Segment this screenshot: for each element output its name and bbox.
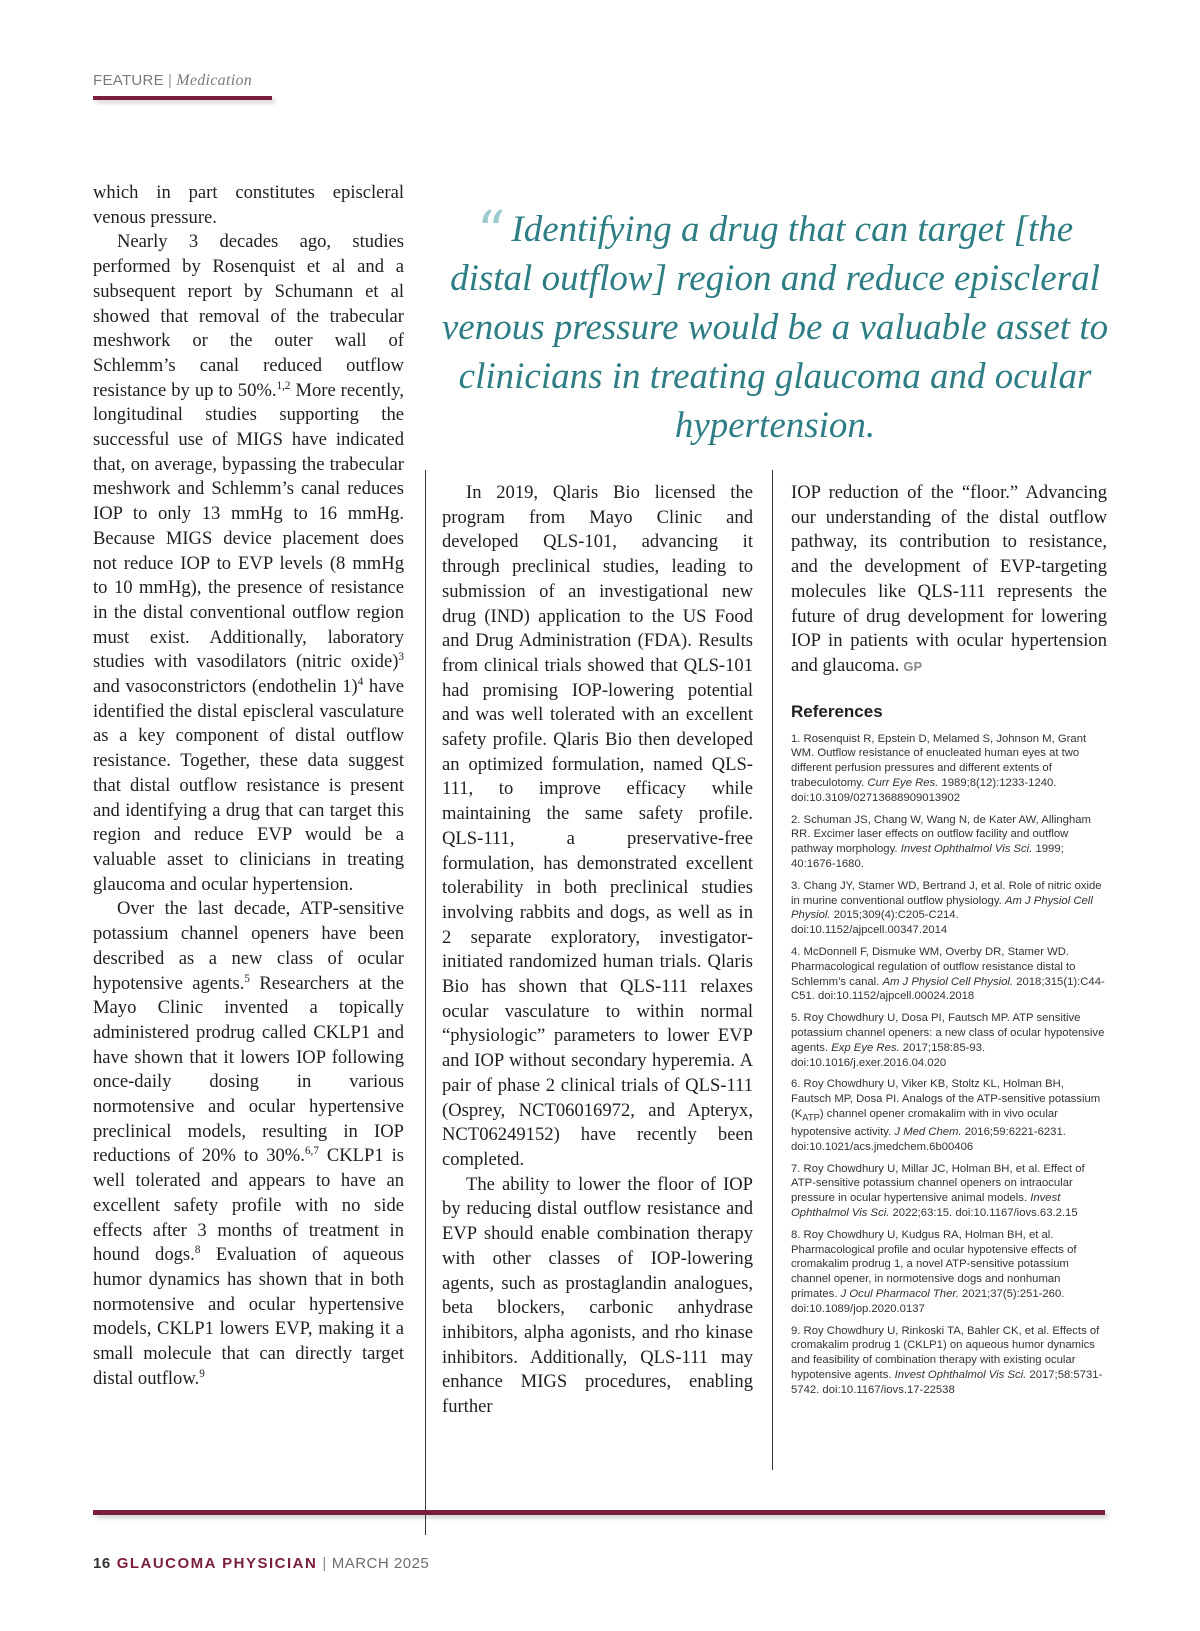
journal-title: Am J Physiol Cell Physiol. [791,894,1093,922]
body-paragraph [442,481,753,1173]
text-run: Researchers at the Mayo Clinic invented a topically administered prodrug called CKLP1 and have shown that it lowers IOP following once-daily dosing in various normotensive and ocular hypertensive preclinical models, resulting in IOP reductions of 20% to 30%. [93,972,404,1167]
column-1 [93,181,404,1391]
citation-superscript: 8 [194,1244,201,1257]
pull-quote [440,200,1110,450]
text-run: In 2019, Qlaris Bio licensed the program from Mayo Clinic and developed QLS-101, advancing it through preclinical studies, leading to submission of an investigational new drug (IND) application to the US Food and Drug Administration (FDA). Results from clinical trials showed that QLS-101 had promising IOP-lowering potential and was well tolerated with an excellent safety profile. Qlaris Bio then developed an optimized formulation, named QLS-111, to improve efficacy while maintaining the same safety profile. QLS-111, a preservative-free formulation, has demonstrated excellent tolerability in both preclinical studies involving rabbits and dogs, as well as in 2 separate exploratory, investigator-initiated randomized human trials. Qlaris Bio has shown that QLS-111 relaxes ocular vasculature to within normal “physiologic” parameters to lower EVP and IOP without secondary hyperemia. A pair of phase 2 clinical trials of QLS-111 (Osprey, NCT06016972, and Apteryx, NCT06249152) have recently been completed. [442,482,753,1170]
text-run: 9. Roy Chowdhury U, Rinkoski TA, Bahler CK, et al. Effects of cromakalim prodrug 1 (CKLP1) on aqueous humor dynamics and feasibility of combination therapy with existing ocular hypotensive agents. [791,1324,1100,1381]
citation-superscript: 4 [357,675,364,688]
text-run: 2022;63:15. doi:10.1167/iovs.63.2.15 [889,1206,1078,1219]
text-run: Nearly 3 decades ago, studies performed by Rosenquist et al and a subsequent report by Schumann et al showed that removal of the trabecular meshwork or the outer wall of Schlemm’s canal reduced outflow resistance by up to 50%. [93,231,404,401]
body-paragraph [442,1173,753,1420]
text-run: 3. Chang JY, Stamer WD, Bertrand J, et al. Role of nitric oxide in murine conventional outflow physiology. [791,879,1102,907]
reference-item [791,1162,1107,1221]
text-run: 2021;37(5):251-260. doi:10.1089/jop.2020.0137 [791,1287,1065,1315]
column-3-paragraph [791,481,1107,680]
journal-title: J Ocul Pharmacol Ther. [840,1287,959,1300]
header-section: FEATURE [93,72,164,89]
reference-item [791,1324,1107,1398]
column-2 [442,481,753,1420]
column-3 [791,481,1107,1405]
body-paragraph [93,230,404,897]
body-paragraph [93,897,404,1391]
journal-title: J Med Chem. [894,1126,962,1138]
column-divider-2 [772,470,773,1470]
citation-superscript: 6,7 [304,1145,319,1158]
body-paragraph [93,181,404,230]
quote-mark-icon: “ [476,200,506,265]
text-run: 5. Roy Chowdhury U, Dosa PI, Fautsch MP. ATP sensitive potassium channel openers: a new class of ocular hypotensive agents. [791,1012,1105,1054]
text-run: 2017;58:5731-5742. doi:10.1167/iovs.17-22538 [791,1368,1103,1396]
header-subsection: Medication [176,72,253,89]
text-run: CKLP1 is well tolerated and appears to have an excellent safety profile with no side effects after 3 months of treatment in hound dogs. [93,1145,404,1266]
text-run: 2016;59:6221-6231. doi:10.1021/acs.jmedchem.6b00406 [791,1126,1066,1153]
text-run: 1999; 40:1676-1680. [791,843,1064,870]
text-run: have identified the distal episcleral vasculature as a key component of distal outflow resistance. Together, these data suggest that distal outflow resistance is present and identifying a drug that can target this region and reduce EVP would be a valuable asset to clinicians in treating glaucoma and ocular hypertension. [93,676,404,895]
footer-rule [93,1510,1105,1515]
citation-superscript: 9 [199,1367,205,1380]
footer-separator: | [322,1555,327,1572]
reference-item [791,1011,1107,1070]
reference-item [791,945,1107,1004]
reference-item [791,1077,1107,1154]
column-3-text: IOP reduction of the “floor.” Advancing our understanding of the distal outflow pathway, its contribution to resistance, and the development of EVP-targeting molecules like QLS-111 represents the future of drug development for lowering IOP in patients with ocular hypertension and glaucoma. [791,482,1107,676]
end-mark: GP [903,658,923,674]
page-number: 16 [93,1555,111,1572]
journal-title: Exp Eye Res. [831,1041,900,1054]
header-rule [93,96,272,100]
text-run: 6. Roy Chowdhury U, Viker KB, Stoltz KL, Holman BH, Fautsch MP, Dosa PI. Analogs of the ATP-sensitive potassium (K [791,1078,1101,1120]
reference-item [791,879,1107,938]
pull-quote-text: Identifying a drug that can target [the distal outflow] region and reduce episcleral venous pressure would be a valuable asset to clinicians in treating glaucoma and ocular hypertension. [441,209,1109,446]
references-list [791,732,1107,1398]
header-separator: | [168,72,173,89]
subscript: ATP [802,1111,820,1123]
text-run: 2018;315(1):C44-C51. doi:10.1152/ajpcell.00024.2018 [791,975,1105,1003]
references-heading: References [791,701,883,721]
text-run: 4. McDonnell F, Dismuke WM, Overby DR, Stamer WD. Pharmacological regulation of outflow resistance distal to Schlemm’s canal. [791,945,1076,988]
journal-title: Am J Physiol Cell Physiol. [882,975,1014,988]
page-footer [93,1555,429,1572]
reference-item [791,813,1107,872]
text-run: and vasoconstrictors (endothelin 1) [93,676,358,698]
journal-title: Invest Ophthalmol Vis Sci. [900,843,1033,856]
journal-title: Curr Eye Res. [867,777,939,790]
reference-item [791,732,1107,806]
text-run: 1. Rosenquist R, Epstein D, Melamed S, Johnson M, Grant WM. Outflow resistance of enucleated human eyes at two different perfusion pressures and different extents of trabeculotomy. [791,732,1087,790]
text-run: Over the last decade, ATP-sensitive potassium channel openers have been described as a new class of ocular hypotensive agents. [93,898,404,994]
journal-title: Invest Ophthalmol Vis Sci. [791,1192,1061,1219]
text-run: 2017;158:85-93. doi:10.1016/j.exer.2016.04.020 [791,1041,986,1069]
text-run: 2. Schuman JS, Chang W, Wang N, de Kater AW, Allingham RR. Excimer laser effects on outflow facility and outflow pathway morphology. [791,813,1091,856]
text-run: which in part constitutes episcleral venous pressure. [93,182,404,228]
text-run: 8. Roy Chowdhury U, Kudgus RA, Holman BH, et al. Pharmacological profile and ocular hypotensive effects of cromakalim prodrug 1, a novel ATP-sensitive potassium channel opener, in normotensive dogs and nonhuman primates. [791,1228,1077,1300]
text-run: More recently, longitudinal studies supporting the successful use of MIGS have indicated that, on average, bypassing the trabecular meshwork and Schlemm’s canal reduces IOP to only 13 mmHg to 16 mmHg. Because MIGS device placement does not reduce IOP to EVP levels (8 mmHg to 10 mmHg), the presence of resistance in the distal conventional outflow region must exist. Additionally, laboratory studies with vasodilators (nitric oxide) [93,379,404,673]
reference-item [791,1228,1107,1317]
column-divider-1 [425,470,426,1535]
text-run: 7. Roy Chowdhury U, Millar JC, Holman BH, et al. Effect of ATP-sensitive potassium channel openers on intraocular pressure in ocular hypertensive animal models. [791,1162,1085,1205]
text-run: 1989;8(12):1233-1240. doi:10.3109/02713688909013902 [791,777,1057,804]
text-run: 2015;309(4):C205-C214. doi:10.1152/ajpcell.00347.2014 [791,909,959,937]
text-run: ) channel opener cromakalim with in vivo ocular hypotensive activity. [791,1107,1058,1138]
running-header [93,72,252,90]
text-run: Evaluation of aqueous humor dynamics has shown that in both normotensive and ocular hypertensive models, CKLP1 lowers EVP, making it a small molecule that can directly target distal outflow. [93,1244,404,1389]
citation-superscript: 5 [244,972,250,985]
journal-title: Invest Ophthalmol Vis Sci. [894,1368,1027,1381]
text-run: The ability to lower the floor of IOP by reducing distal outflow resistance and EVP should enable combination therapy with other classes of IOP-lowering agents, such as prostaglandin analogues, beta blockers, carbonic anhydrase inhibitors, alpha agonists, and rho kinase inhibitors. Additionally, QLS-111 may enhance MIGS procedures, enabling further [442,1173,753,1418]
citation-superscript: 1,2 [276,379,291,392]
issue-date: MARCH 2025 [331,1555,430,1572]
journal-name: GLAUCOMA PHYSICIAN [116,1555,318,1572]
citation-superscript: 3 [398,651,404,664]
